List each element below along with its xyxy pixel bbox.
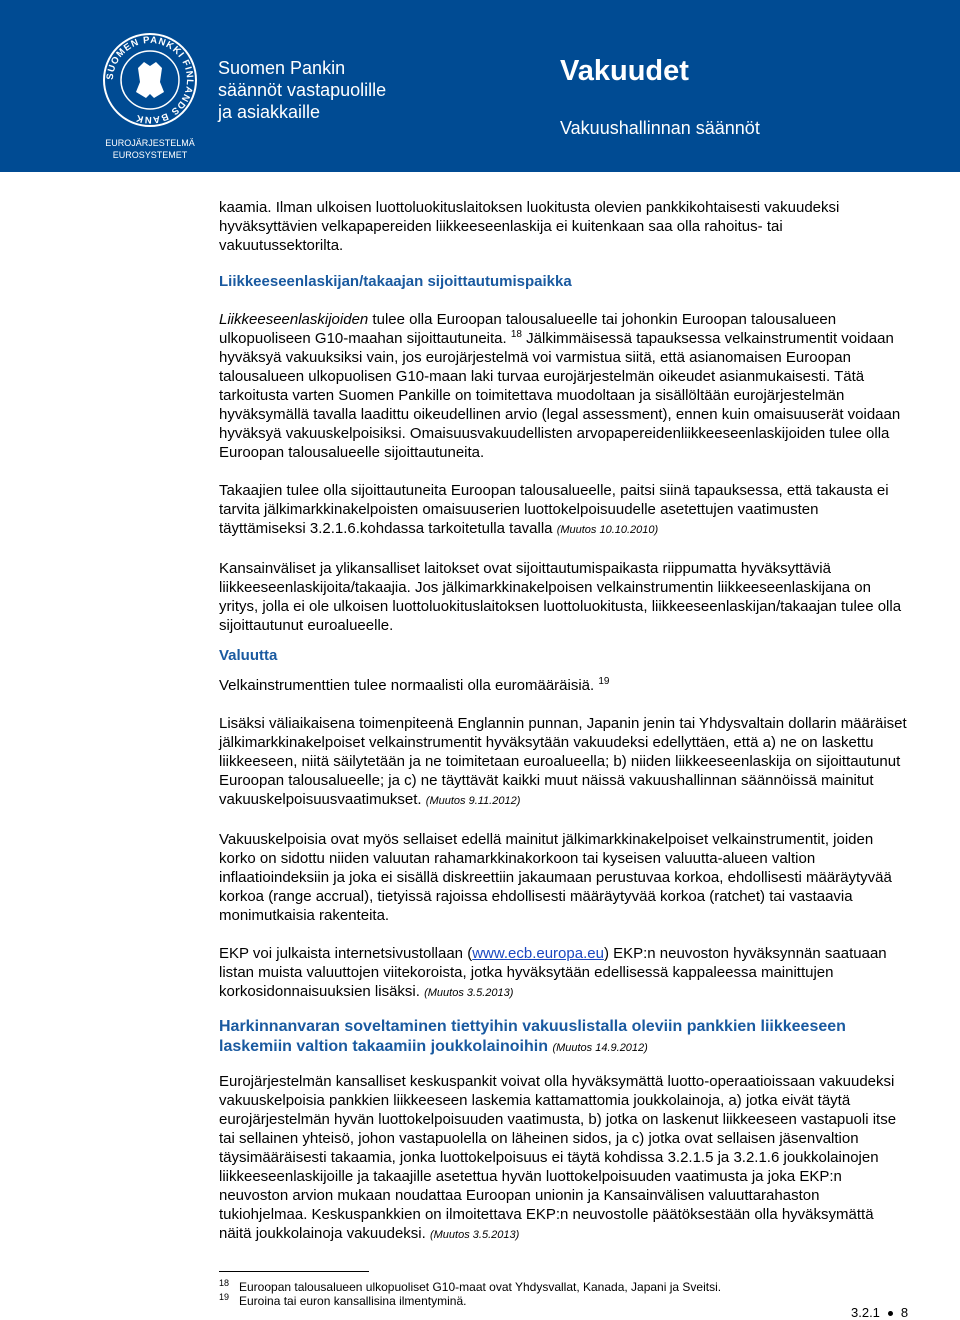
section-heading: Liikkeeseenlaskijan/takaajan sijoittautumispaikka (219, 273, 572, 290)
italic-term: Liikkeeseenlaskijoiden (219, 311, 369, 328)
paragraph (219, 310, 909, 462)
text-run: Eurojärjestelmän kansalliset keskuspankit voivat olla hyväksymättä luotto-operaatioissaan vakuudeksi vakuuskelpoisia pankkien liikkeeseen laskemia kattamattomia joukkolainoja, a) jotka eivät täytä eurojärjestelmän hyvän luottokelpoisuuden vaatimusta, b) jotka on laskenut liikkeeseen vastapuoli itse tai sellainen yhteisö, johon vastapuolella on läheinen sidos, ja c) jotka ovat sellaisen jäsenvaltion täysimääräisesti takaamia, jonka luottokelpoisuus ei täytä kohdissa 3.2.1.5 ja 3.2.1.6 joukkolainojen liikkeeseenlaskijoille ja takaajille asetettua hyvän luottokelpoisuuden vaatimusta ja joka EKP:n neuvoston arvion mukaan noudattaa Euroopan unionin ja Kansainvälisen valuuttarahaston tukiohjelmaa. Keskuspankkien on ilmoitettava EKP:n neuvostolle päätöksestään olla hyväksymättä näitä joukkolainoja vakuudeksi. (219, 1073, 897, 1242)
bank-seal-icon (100, 22, 200, 162)
amendment-note: (Muutos 9.11.2012) (425, 795, 521, 807)
section-number: 3.2.1 (851, 1305, 880, 1320)
bullet-separator (888, 1311, 893, 1316)
section-heading (219, 1017, 909, 1058)
footnote (219, 1294, 909, 1308)
text-run: ) EKP:n neuvoston hyväksynnän saatuaan listan muista valuuttojen viitekoroista, jotka hyväksytään edellisessä kappaleessa mainittujen korkosidonnaisuuksien lisäksi. (219, 945, 887, 1000)
footnote-divider (219, 1271, 369, 1272)
paragraph (219, 1072, 909, 1245)
amendment-note: (Muutos 3.5.2013) (424, 987, 514, 999)
paragraph: Kansainväliset ja ylikansalliset laitokset ovat sijoittautumispaikasta riippumatta hyväksyttäviä liikkeeseenlaskijoita/takaajia. Jos jälkimarkkinakelpoisen velkainstrumentin liikkeeseenlaskijana on yritys, jolla ei ole ulkoisen luottoluokituslaitoksen luottoluokitusta, liikkeeseenlaskijan/takaajan tulee olla sijoittautunut euroalueelle. (219, 560, 902, 634)
footnote-text: Euroina tai euron kansallisina ilmentyminä. (239, 1294, 467, 1308)
document-title: Vakuudet (560, 55, 689, 87)
logo-caption-1: EUROJÄRJESTELMÄ (105, 138, 195, 148)
text-run: Lisäksi väliaikaisena toimenpiteenä Englannin punnan, Japanin jenin tai Yhdysvaltain dollarin määräiset jälkimarkkinakelpoiset velkainstrumentit hyväksytään vakuudeksi edellyttäen, että a) ne on laskettu liikkeeseen, niitä säilytetään ja ne toimitetaan euroalueella; b) niiden liikkeeseenlaskija on sijoittautunut Euroopan talousalueelle; ja c) ne täyttävät kaikki muut näissä vakuushallinnan säännöissä mainitut vakuuskelpoisuusvaatimukset. (219, 715, 907, 808)
paragraph (219, 676, 909, 695)
paragraph: Vakuuskelpoisia ovat myös sellaiset edellä mainitut jälkimarkkinakelpoiset velkainstrumentit, joiden korko on sidottu niiden valuutan rahamarkkinakorkoon tai kyseisen valuutta-alueen valtion inflaatioindeksiin ja joka ei sisällä diskreettiin jakaumaan perustuvaa korkoa, ehdollisesti määräytyvää korkoa (range accrual), tietyissä rajoissa ehdollisesti määräytyvää korkoa (ratchet) tai vastaavia monimutkaisia rakenteita. (219, 831, 892, 924)
header-band (0, 0, 960, 172)
org-line-2: säännöt vastapuolille (218, 80, 387, 100)
footnote-ref: 18 (510, 329, 522, 340)
section-heading: Valuutta (219, 647, 278, 664)
page-number-value: 8 (900, 1305, 909, 1320)
amendment-note: (Muutos 3.5.2013) (429, 1229, 520, 1241)
document-subtitle: Vakuushallinnan säännöt (560, 118, 760, 138)
org-line-1: Suomen Pankin (218, 58, 346, 78)
document-body (219, 198, 909, 1245)
footnote-number: 18 (219, 1278, 230, 1288)
logo-caption-2: EUROSYSTEMET (112, 150, 188, 160)
amendment-note: (Muutos 14.9.2012) (552, 1042, 648, 1054)
ecb-link[interactable]: www.ecb.europa.eu (472, 945, 604, 962)
organization-name (218, 57, 386, 123)
footnote (219, 1280, 909, 1294)
heading-text: Harkinnanvaran soveltaminen tiettyihin vakuuslistalla oleviin pankkien liikkeeseen laskemiin valtion takaamiin joukkolainoihin (219, 1018, 846, 1055)
footnote-number: 19 (219, 1292, 230, 1302)
org-line-3: ja asiakkaille (218, 102, 321, 122)
paragraph (219, 481, 909, 540)
page-number (851, 1305, 908, 1320)
paragraph (219, 944, 909, 1003)
text-run: Velkainstrumenttien tulee normaalisti olla euromääräisiä. (219, 677, 595, 694)
text-run: Takaajien tulee olla sijoittautuneita Euroopan talousalueelle, paitsi siinä tapauksessa, että takausta ei tarvita jälkimarkkinakelpoisten omaisuuserien luottokelpoisuudelle asetettujen vaatimusten täyttämiseksi 3.2.1.6.kohdassa tarkoitetulla tavalla (219, 482, 889, 537)
paragraph: kaamia. Ilman ulkoisen luottoluokituslaitoksen luokitusta olevien pankkikohtaisesti vakuudeksi hyväksyttävien velkapapereiden liikkeeseenlaskija ei kuitenkaan saa olla rahoitus- tai vakuutussektorilta. (219, 199, 840, 254)
footnote-text: Euroopan talousalueen ulkopuoliset G10-maat ovat Yhdysvallat, Kanada, Japani ja Sveitsi. (239, 1280, 722, 1294)
paragraph (219, 714, 909, 811)
footnote-ref: 19 (598, 676, 610, 687)
text-run: Jälkimmäisessä tapauksessa velkainstrumentit voidaan hyväksyä vakuuksiksi vain, jos eurojärjestelmä voi varmistua siitä, että asianomaisen Euroopan talousalueen ulkopuolisen G10-maan laki turvaa eurojärjestelmän oikeudet asianmukaisesti. Tätä tarkoitusta varten Suomen Pankille on toimitettava muodoltaan ja sisällöltään eurojärjestelmän hyväksymällä tavalla laadittu oikeudellinen arvio (legal assessment), ennen kuin omaisuuserät voidaan hyväksyä vakuuskelpoisiksi. Omaisuusvakuudellisten arvopapereidenliikkeeseenlaskijoiden tulee olla Euroopan talousalueelle sijoittautuneita. (219, 330, 901, 461)
text-run: tulee olla Euroopan talousalueelle tai johonkin Euroopan talousalueen ulkopuoliseen G10-maahan sijoittautuneita. (219, 311, 837, 347)
seal-ring-text: SUOMEN PANKKI FINLANDS BANK (104, 34, 196, 126)
text-run: EKP voi julkaista internetsivustollaan ( (219, 945, 473, 962)
amendment-note: (Muutos 10.10.2010) (556, 524, 659, 536)
